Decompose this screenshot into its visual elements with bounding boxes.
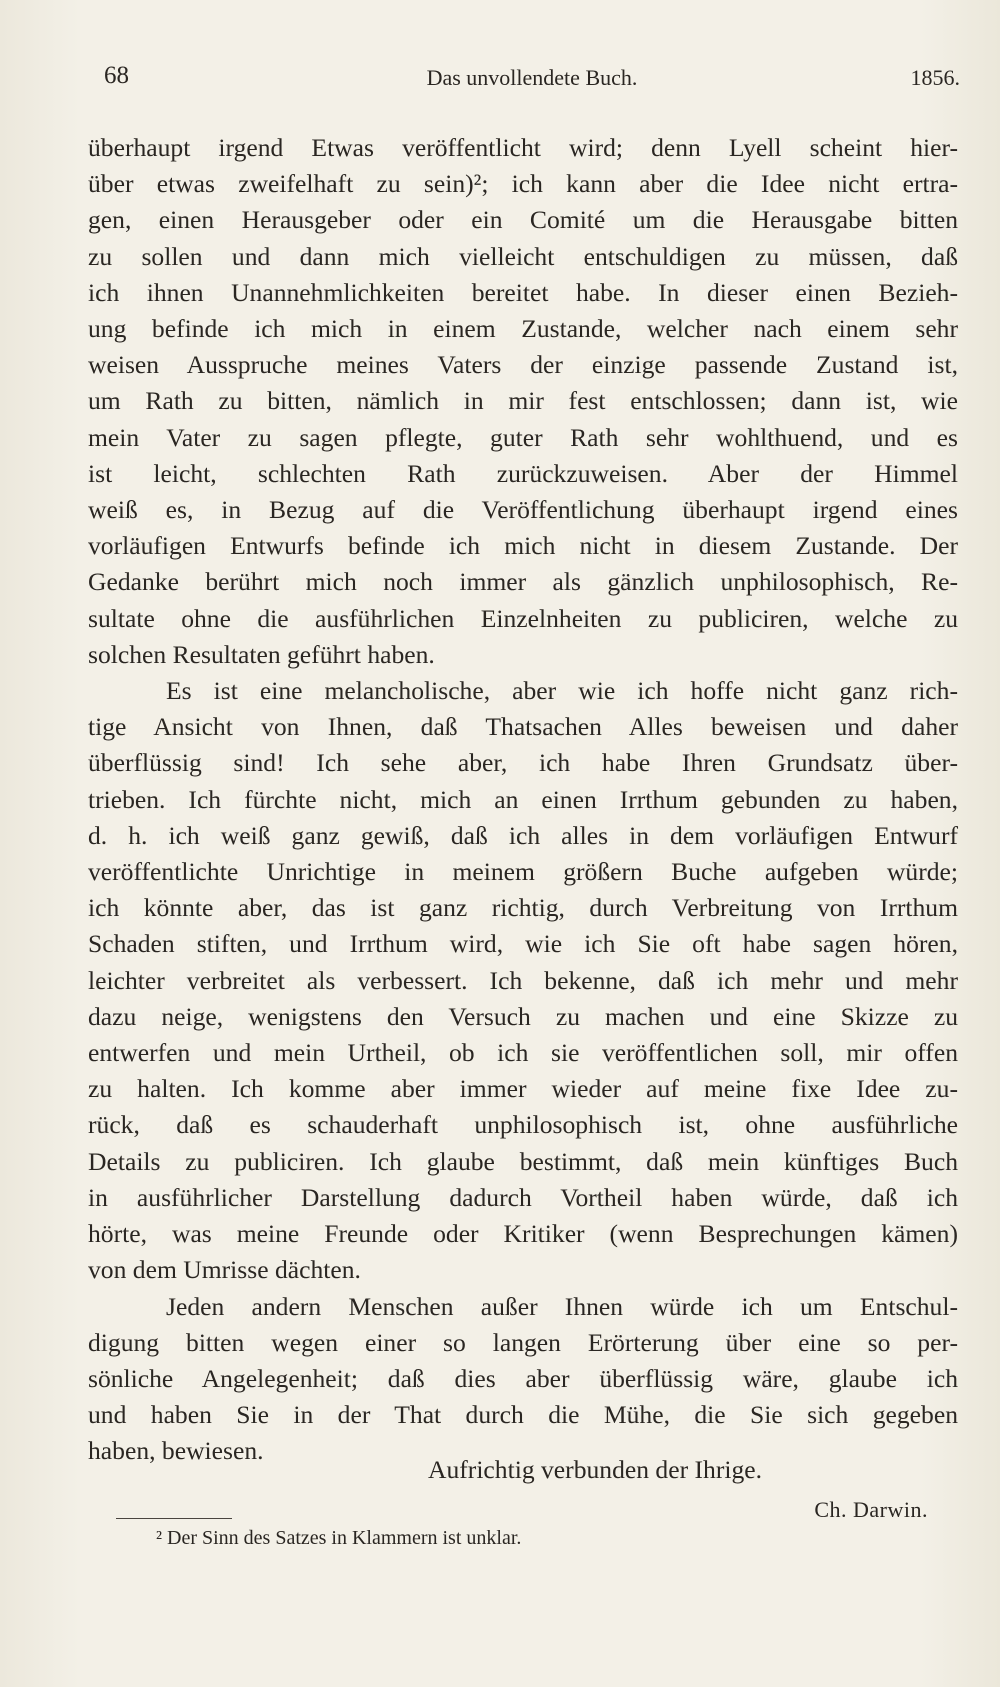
text-line: ung befinde ich mich in einem Zustande, welcher nach einem sehr: [88, 314, 958, 344]
text-line: weiß es, in Bezug auf die Veröffentlichung überhaupt irgend eines: [88, 495, 958, 525]
running-title: Das unvollendete Buch.: [426, 65, 638, 90]
footnote-rule: [116, 1518, 232, 1519]
text-line: in ausführlicher Darstellung dadurch Vortheil haben würde, daß ich: [88, 1182, 958, 1212]
text-line: sönliche Angelegenheit; daß dies aber überflüssig wäre, glaube ich: [88, 1363, 958, 1393]
text-line: digung bitten wegen einer so langen Erörterung über eine so per-: [88, 1327, 958, 1357]
text-line: sultate ohne die ausführlichen Einzelnheiten zu publiciren, welche zu: [88, 603, 958, 633]
text-line: hörte, was meine Freunde oder Kritiker (wenn Besprechungen kämen): [88, 1219, 958, 1249]
running-head: [104, 62, 960, 98]
body-text: [88, 130, 958, 1470]
text-line: über etwas zweifelhaft zu sein)²; ich kann aber die Idee nicht ertra-: [88, 169, 958, 199]
text-line: überflüssig sind! Ich sehe aber, ich habe Ihren Grundsatz über-: [88, 748, 958, 778]
text-line: veröffentlichte Unrichtige in meinem größern Buche aufgeben würde;: [88, 857, 958, 887]
paragraph-end-line: haben, bewiesen.: [88, 1436, 264, 1466]
paragraph-end-line: von dem Umrisse dächten.: [88, 1255, 361, 1285]
paragraph-end-line: solchen Resultaten geführt haben.: [88, 639, 435, 669]
text-line: zu sollen und dann mich vielleicht entschuldigen zu müssen, daß: [88, 241, 958, 271]
text-line: gen, einen Herausgeber oder ein Comité um die Herausgabe bitten: [88, 205, 958, 235]
page-number: 68: [104, 62, 129, 89]
text-line: dazu neige, wenigstens den Versuch zu machen und eine Skizze zu: [88, 1001, 958, 1031]
text-line: trieben. Ich fürchte nicht, mich an einen Irrthum gebunden zu haben,: [88, 784, 958, 814]
signature: Ch. Darwin.: [814, 1497, 928, 1522]
text-line: leichter verbreitet als verbessert. Ich bekenne, daß ich mehr und mehr: [88, 965, 958, 995]
text-line: vorläufigen Entwurfs befinde ich mich nicht in diesem Zustande. Der: [88, 531, 958, 561]
text-line: Schaden stiften, und Irrthum wird, wie ich Sie oft habe sagen hören,: [88, 929, 958, 959]
text-line: mein Vater zu sagen pflegte, guter Rath sehr wohlthuend, und es: [88, 422, 958, 452]
text-line: rück, daß es schauderhaft unphilosophisch ist, ohne ausführliche: [88, 1110, 958, 1140]
text-line: und haben Sie in der That durch die Mühe, die Sie sich gegeben: [88, 1400, 958, 1430]
text-line: tige Ansicht von Ihnen, daß Thatsachen Alles beweisen und daher: [88, 712, 958, 742]
text-line: Details zu publiciren. Ich glaube bestimmt, daß mein künftiges Buch: [88, 1146, 958, 1176]
text-line: Gedanke berührt mich noch immer als gänzlich unphilosophisch, Re-: [88, 567, 958, 597]
footnote: ² Der Sinn des Satzes in Klammern ist unklar.: [156, 1527, 522, 1549]
paragraph-first-line: Es ist eine melancholische, aber wie ich hoffe nicht ganz rich-: [166, 676, 958, 706]
valediction: Aufrichtig verbunden der Ihrige.: [428, 1455, 763, 1484]
text-line: entwerfen und mein Urtheil, ob ich sie veröffentlichen soll, mir offen: [88, 1038, 958, 1068]
text-line: um Rath zu bitten, nämlich in mir fest entschlossen; dann ist, wie: [88, 386, 958, 416]
text-line: ich könnte aber, das ist ganz richtig, durch Verbreitung von Irrthum: [88, 893, 958, 923]
text-line: weisen Ausspruche meines Vaters der einzige passende Zustand ist,: [88, 350, 958, 380]
running-year: 1856.: [910, 65, 960, 90]
text-line: überhaupt irgend Etwas veröffentlicht wird; denn Lyell scheint hier-: [88, 133, 958, 162]
text-line: d. h. ich weiß ganz gewiß, daß ich alles in dem vorläufigen Entwurf: [88, 820, 958, 850]
text-line: ich ihnen Unannehmlichkeiten bereitet habe. In dieser einen Bezieh-: [88, 277, 958, 307]
paragraph-first-line: Jeden andern Menschen außer Ihnen würde ich um Entschul-: [166, 1291, 958, 1321]
text-line: zu halten. Ich komme aber immer wieder auf meine fixe Idee zu-: [88, 1074, 958, 1104]
text-line: ist leicht, schlechten Rath zurückzuweisen. Aber der Himmel: [88, 458, 958, 488]
